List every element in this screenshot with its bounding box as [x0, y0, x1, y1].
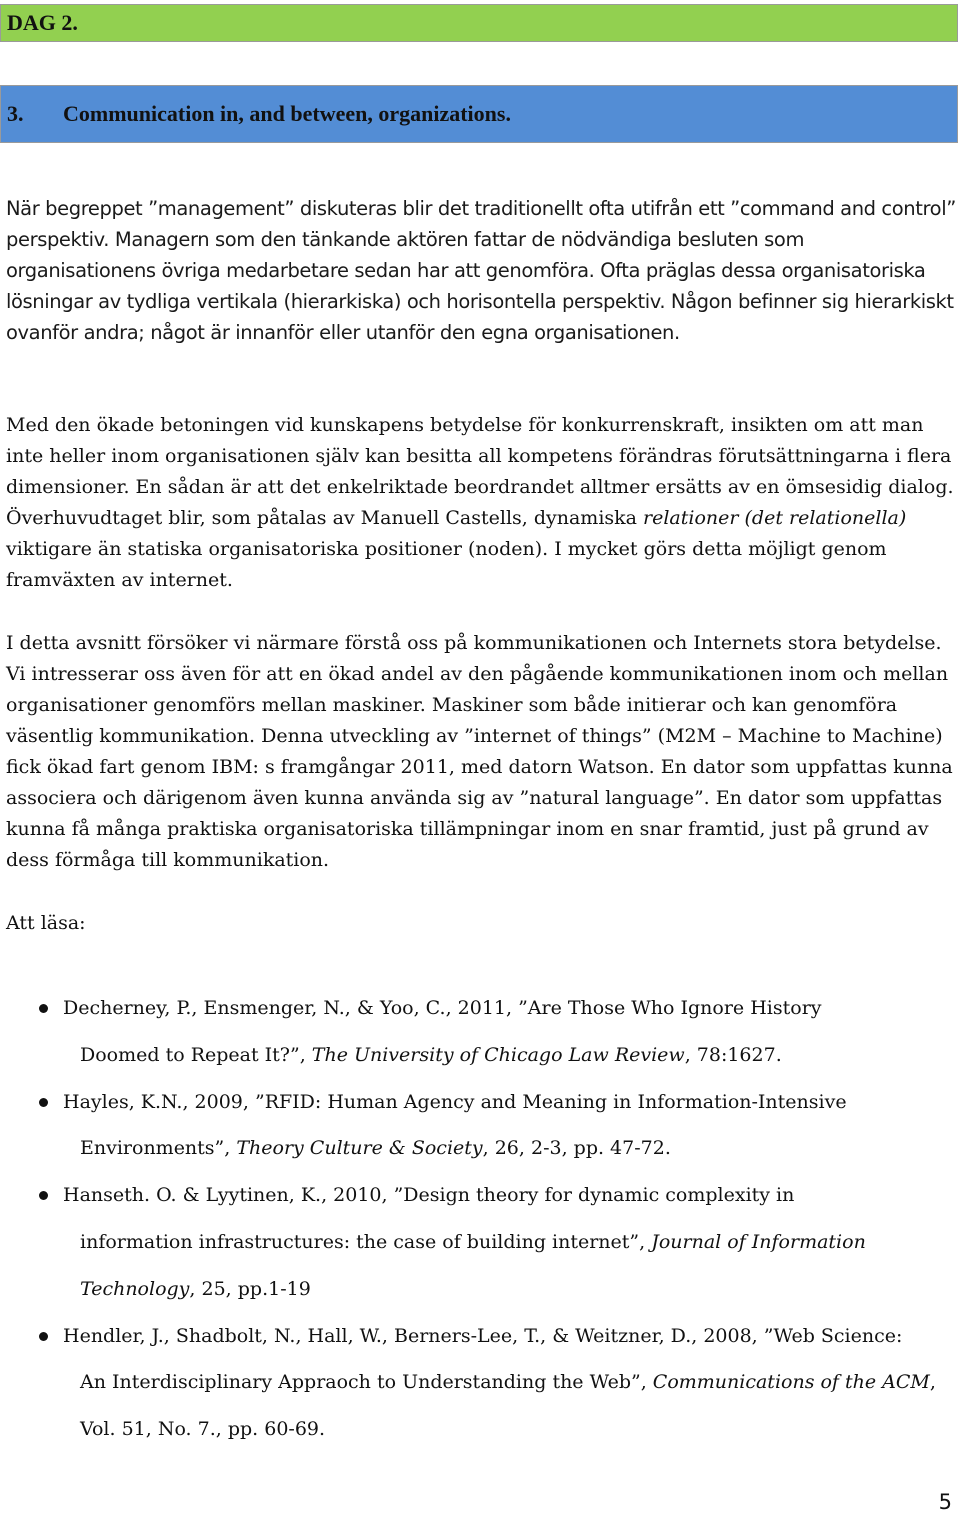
reference-text: , 26, 2-3, pp. 47-72. [482, 1137, 671, 1160]
reference-text: An Interdisciplinary Appraoch to Understanding the Web”, [80, 1371, 653, 1394]
paragraph-knowledge-text-b: viktigare än statiska organisatoriska positioner (noden). I mycket görs detta möjligt genom framväxten av internet. [6, 538, 887, 591]
reference-continuation [63, 1125, 956, 1172]
reference-text: information infrastructures: the case of building internet”, [80, 1230, 652, 1253]
reference-continuation [63, 1359, 956, 1453]
bullet-icon [39, 1004, 48, 1013]
paragraph-knowledge [6, 410, 956, 596]
reference-item [0, 1313, 956, 1453]
reference-first-line: Decherney, P., Ensmenger, N., & Yoo, C., 2011, ”Are Those Who Ignore History [63, 997, 822, 1019]
reference-first-line: Hayles, K.N., 2009, ”RFID: Human Agency and Meaning in Information-Intensive [63, 1090, 847, 1113]
paragraph-intro: När begreppet ”management” diskuteras blir det traditionellt ofta utifrån ett ”command and control” perspektiv. Managern som den tänkande aktören fattar de nödvändiga besluten som organisationens övriga medarbetare sedan har att genomföra. Ofta präglas dessa organisatoriska lösningar av tydliga vertikala (hierarkiska) och horisontella perspektiv. Någon befinner sig hierarkiskt ovanför andra; något är innanför eller utanför den egna organisationen. [6, 197, 956, 344]
day-label: DAG 2. [7, 10, 78, 35]
reference-continuation [63, 1219, 956, 1313]
reference-list [0, 985, 956, 1453]
paragraph-knowledge-italic: relationer (det relationella) [643, 507, 907, 529]
bullet-icon [39, 1191, 48, 1200]
reference-text: , 78:1627. [684, 1043, 782, 1066]
reference-first-line: Hendler, J., Shadbolt, N., Hall, W., Berners-Lee, T., & Weitzner, D., 2008, ”Web Science: [63, 1324, 903, 1347]
reference-journal: The University of Chicago Law Review [311, 1043, 685, 1066]
reference-text: Doomed to Repeat It?”, [80, 1043, 312, 1066]
reference-journal: Communications of the ACM [652, 1371, 930, 1394]
section-number: 3. [7, 101, 24, 126]
reference-text: , Vol. 51, No. 7., pp. 60-69. [80, 1371, 936, 1441]
paragraph-knowledge-text-a: Med den ökade betoningen vid kunskapens betydelse för konkurrenskraft, insikten om att man inte heller inom organisationen själv kan besitta all kompetens förändras förutsättningarna i flera dimensioner. En sådan är att det enkelriktade beordrandet alltmer ersätts av en ömsesidig dialog. Överhuvudtaget blir, som påtalas av Manuell Castells, dynamiska [6, 414, 954, 529]
paragraph-internet: I detta avsnitt försöker vi närmare förstå oss på kommunikationen och Internets stora betydelse. Vi intresserar oss även för att en ökad andel av den pågående kommunikationen inom och mellan organisationer genomförs mellan maskiner. Maskiner som både initierar och kan genomföra väsentlig kommunikation. Denna utveckling av ”internet of things” (M2M – Machine to Machine) fick ökad fart genom IBM: s framgångar 2011, med datorn Watson. En dator som uppfattas kunna associera och därigenom även kunna använda sig av ”natural language”. En dator som uppfattas kunna få många praktiska organisatoriska tillämpningar inom en snar framtid, just på grund av dess förmåga till kommunikation. [6, 632, 953, 871]
reference-journal: Theory Culture & Society [236, 1137, 483, 1160]
reference-journal: Journal of Information Technology [80, 1230, 866, 1300]
bullet-icon [39, 1098, 48, 1107]
reference-text: , 25, pp.1-19 [189, 1277, 311, 1300]
reference-continuation [63, 1032, 956, 1079]
reference-text: Environments”, [80, 1137, 237, 1160]
day-header [0, 4, 958, 42]
page-number: 5 [938, 1490, 952, 1514]
reference-item [0, 985, 956, 1079]
section-header [0, 85, 958, 143]
reference-item [0, 1079, 956, 1173]
reference-item [0, 1172, 956, 1312]
reference-first-line: Hanseth. O. & Lyytinen, K., 2010, ”Design theory for dynamic complexity in [63, 1184, 795, 1207]
section-title: Communication in, and between, organizations. [63, 101, 511, 126]
reading-heading: Att läsa: [6, 912, 86, 934]
bullet-icon [39, 1332, 48, 1341]
